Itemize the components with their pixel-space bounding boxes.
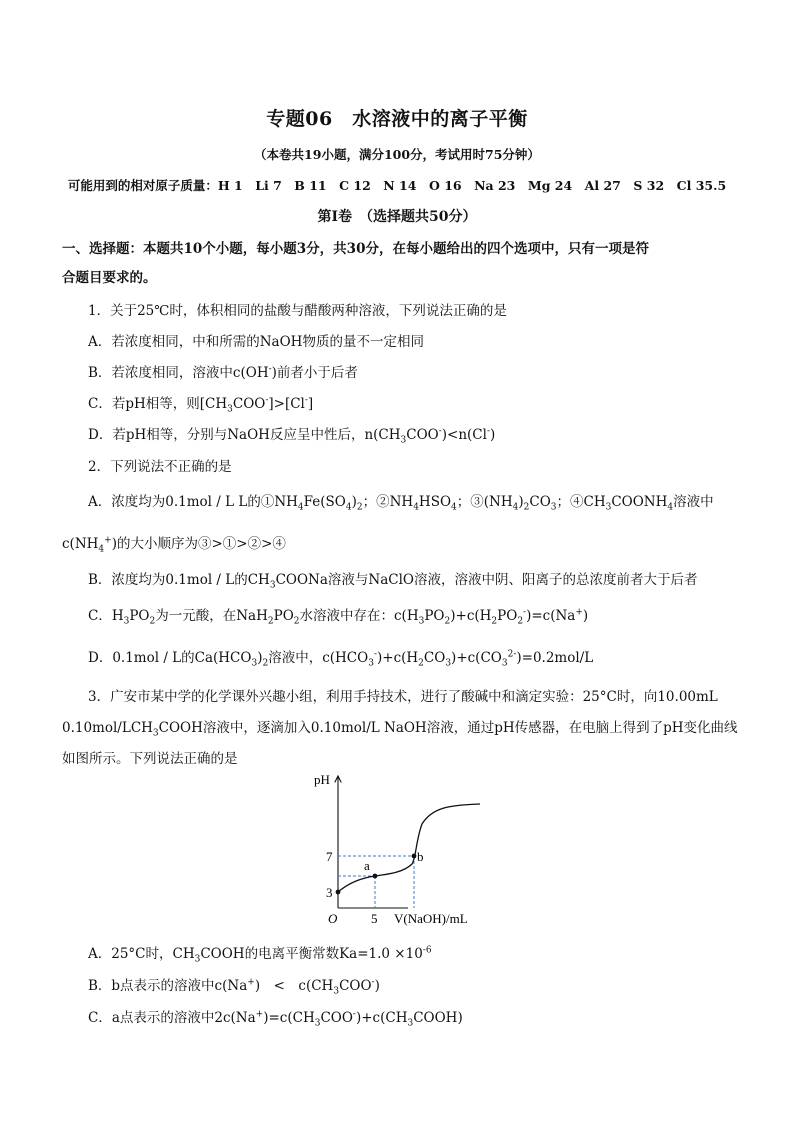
q1-option-b: B．若浓度相同，溶液中c(OH-)前者小于后者 [88, 364, 358, 381]
point-a-label: a [364, 858, 370, 873]
start-point [336, 890, 341, 895]
x-tick-5: 5 [371, 911, 378, 926]
atomic-masses: 可能用到的相对原子质量：H 1 Li 7 B 11 C 12 N 14 O 16 Na 23 Mg 24 Al 27 S 32 Cl 35.5 [67, 178, 727, 193]
q2-stem: 2．下列说法不正确的是 [88, 459, 232, 475]
ph-curve-svg [308, 770, 518, 930]
q3-stem-line-1: 3．广安市某中学的化学课外兴趣小组，利用手持技术，进行了酸碱中和滴定实验：25°C时，向10.00mL [88, 689, 718, 705]
ph-curve-line [338, 804, 480, 892]
q1-option-a: A．若浓度相同，中和所需的NaOH物质的量不一定相同 [88, 334, 424, 350]
origin-label: O [328, 911, 338, 926]
q2-option-a: A．浓度均为0.1mol / L L的$①NH_4Fe(SO_4)_2$；$②NH_4HSO_4$；$③(NH_4)_2CO_3$；$④CH_3COONH_4$溶液中 [88, 494, 714, 513]
q2-option-b: B．浓度均为0.1mol / L的$CH_3COONa$溶液与NaClO溶液，溶液中阴、阳离子的总浓度前者大于后者 [88, 572, 698, 591]
instructions-line-1: 一、选择题：本题共10个小题，每小题3分，共30分，在每小题给出的四个选项中，只有一项是符 [62, 241, 649, 257]
y-tick-3: 3 [326, 885, 333, 900]
q3-option-b: B．b点表示的溶液中c(Na+) < $c(CH_3COO^-)$ [88, 977, 380, 997]
y-axis-label: pH [314, 772, 330, 787]
point-b [412, 854, 417, 859]
page-title: 专题06 水溶液中的离子平衡 [266, 108, 528, 130]
q3-option-a: A．25°C时，$CH_3COOH$的电离平衡常数$Ka=1.0 \times 10^{-6}$ [88, 945, 432, 965]
instructions-line-2: 合题目要求的。 [62, 270, 157, 286]
q3-stem-line-3: 如图所示。下列说法正确的是 [62, 751, 238, 767]
point-a [373, 874, 378, 879]
y-tick-7: 7 [326, 849, 333, 864]
x-axis-label: V(NaOH)/mL [394, 911, 468, 926]
point-b-label: b [417, 849, 424, 864]
section-heading: 第Ⅰ卷 （选择题共50分） [317, 209, 477, 225]
q2-option-d: D．0.1mol / L的$Ca(HCO_3)_2$溶液中，$c(HCO_3^-)+c(H_2CO_3)+c(CO_3^{2-})=0.2mol/L$ [88, 649, 594, 669]
q1-option-d: D．若pH相等，分别与NaOH反应呈中性后，$n(CH_3COO^-)<n(Cl^-)$ [88, 426, 496, 446]
ph-titration-chart [308, 770, 518, 930]
q3-option-c: C．a点表示的溶液中$2c(Na^+)=c(CH_3COO^-)+c(CH_3COOH)$ [88, 1009, 463, 1029]
q3-stem-line-2: $0.10mol/LCH_3COOH$溶液中，逐滴加入0.10mol/L NaOH溶液，通过pH传感器，在电脑上得到了pH变化曲线 [62, 720, 738, 739]
q1-option-c: C．若pH相等，则$[CH_3COO^-]>[Cl^-]$ [88, 395, 314, 415]
q1-stem: 1．关于25℃时，体积相同的盐酸与醋酸两种溶液，下列说法正确的是 [88, 303, 507, 319]
q2-option-a-cont: $c(NH_4^+)$的大小顺序为③>①>②>④ [62, 535, 286, 555]
exam-info: （本卷共19小题，满分100分，考试用时75分钟） [254, 147, 540, 162]
q2-option-c: C．$H_3PO_2$为一元酸，在$NaH_2PO_2$水溶液中存在：$c(H_3PO_2)+c(H_2PO_2^-)=c(Na^+)$ [88, 607, 589, 627]
